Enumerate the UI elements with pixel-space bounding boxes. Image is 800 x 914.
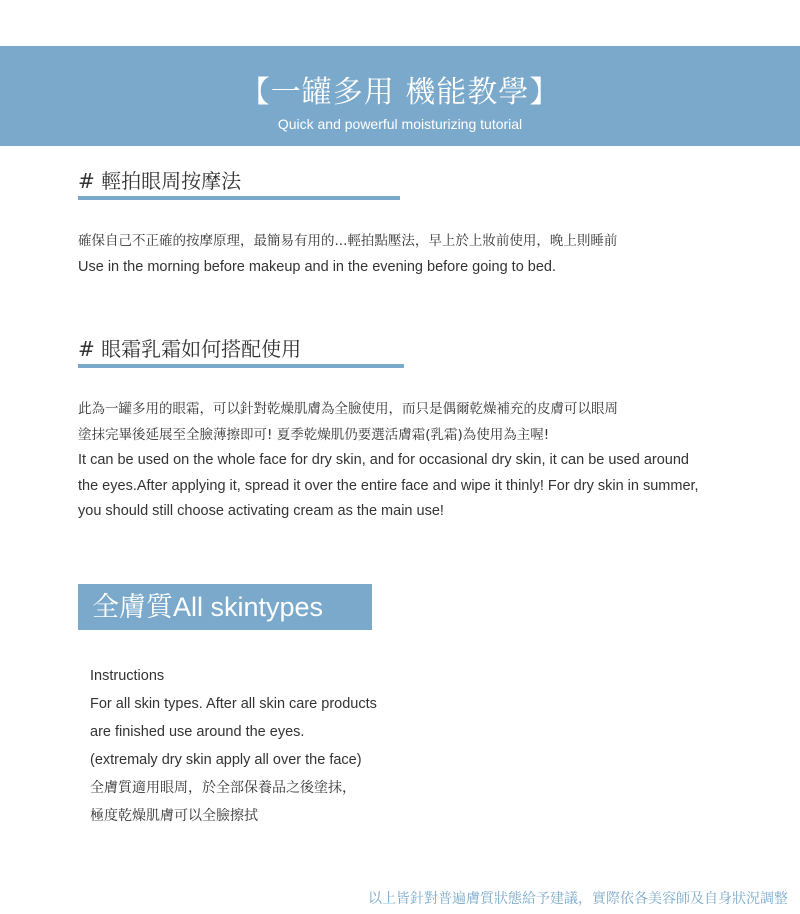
section2-line-en-2: the eyes.After applying it, spread it over the entire face and wipe it thinly! For dry skin in summer, — [78, 477, 699, 494]
section1-line-zh: 確保自己不正確的按摩原理，最簡易有用的...輕拍點壓法，早上於上妝前使用，晚上則睡前 — [78, 233, 618, 249]
footnote-disclaimer: 以上皆針對普遍膚質狀態給予建議，實際依各美容師及自身狀況調整 — [368, 891, 788, 907]
section1-text — [78, 229, 778, 280]
banner-title: 【一罐多用 機能教學】 — [239, 75, 561, 110]
skin-type-badge — [78, 584, 372, 630]
section1-heading: # 輕拍眼周按摩法 — [78, 169, 242, 193]
section2-text — [78, 397, 778, 525]
section2-heading: # 眼霜乳霜如何搭配使用 — [78, 337, 302, 361]
instructions-line: (extremaly dry skin apply all over the face) — [90, 752, 362, 768]
instructions-block — [90, 662, 550, 830]
section2-underline — [78, 364, 404, 368]
section1-underline — [78, 196, 400, 200]
section1-line-en: Use in the morning before makeup and in the evening before going to bed. — [78, 258, 557, 275]
instructions-line: 極度乾燥肌膚可以全臉擦拭 — [90, 808, 258, 824]
instructions-line: are finished use around the eyes. — [90, 724, 305, 740]
instructions-title: Instructions — [90, 668, 165, 684]
header-banner — [0, 46, 800, 146]
instructions-line: For all skin types. After all skin care products — [90, 696, 377, 712]
section2-line-en-3: you should still choose activating cream as the main use! — [78, 503, 444, 519]
section2-line-zh-1: 此為一罐多用的眼霜，可以針對乾燥肌膚為全臉使用，而只是偶爾乾燥補充的皮膚可以眼周 — [78, 401, 618, 417]
badge-zh: 全膚質 — [92, 592, 173, 623]
banner-subtitle: Quick and powerful moisturizing tutorial — [277, 116, 523, 132]
instructions-line: 全膚質適用眼周，於全部保養品之後塗抹， — [90, 780, 356, 796]
section2-line-en-1: It can be used on the whole face for dry skin, and for occasional dry skin, it can be used around — [78, 452, 689, 468]
badge-en: All skintypes — [173, 592, 324, 622]
section2-line-zh-2: 塗抹完畢後延展至全臉薄擦即可! 夏季乾燥肌仍要選活膚霜(乳霜)為使用為主喔! — [78, 426, 550, 443]
